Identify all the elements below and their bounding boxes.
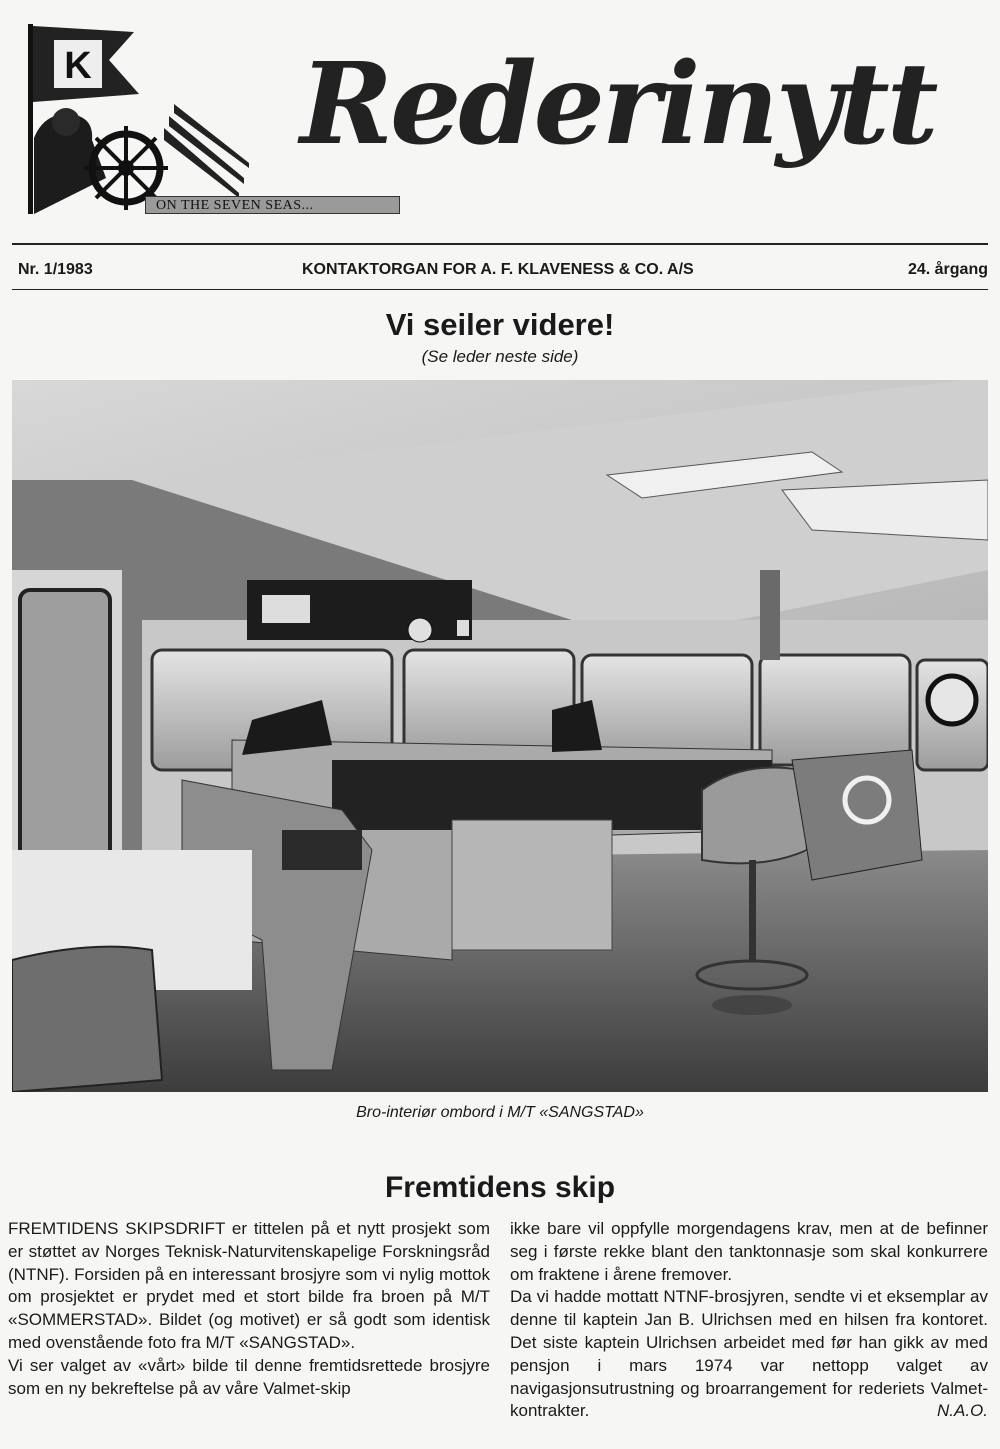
article-paragraph: Vi ser valget av «vårt» bilde til denne fremtidsrettede brosjyre som en ny bekreftelse på av våre Valmet-skip xyxy=(8,1355,490,1398)
article-column-left xyxy=(8,1218,490,1400)
header-rule-top xyxy=(12,243,988,245)
subhead: (Se leder neste side) xyxy=(421,347,579,366)
klaveness-logo xyxy=(14,18,254,218)
article-title: Fremtidens skip xyxy=(384,1171,616,1204)
issue-bar xyxy=(12,258,988,282)
article-paragraph xyxy=(510,1286,988,1423)
flag-letter: K xyxy=(64,45,92,87)
article-column-right xyxy=(510,1218,988,1423)
article-paragraph: ikke bare vil oppfylle morgendagens krav, men at de befinner seg i første rekke blant den tanktonnasje som skal konkurrere om fraktene i årene fremover. xyxy=(510,1219,988,1284)
article-paragraph: FREMTIDENS SKIPSDRIFT er tittelen på et nytt prosjekt som er støttet av Norges Teknisk-Naturvitenskapelige Forskningsråd (NTNF). Forsiden på en interessant brosjyre som vi nylig mottok om prosjektet er prydet med et stort bilde fra broen på M/T «SOMMERSTAD». Bildet (og motivet) er så godt som identisk med ovenstående foto fra M/T «SANGSTAD». xyxy=(8,1219,490,1352)
publisher-line: KONTAKTORGAN FOR A. F. KLAVENESS & CO. A/S xyxy=(302,261,694,278)
author-signature: N.A.O. xyxy=(936,1401,988,1421)
volume-label: 24. årgang xyxy=(907,261,988,278)
article-paragraph-text: Da vi hadde mottatt NTNF-brosjyren, sendte vi et eksemplar av denne til kaptein Jan B. Ulrichsen med en hilsen fra kontoret. Det siste kaptein Ulrichsen arbeidet med før han gikk av med pensjon i mars 1974 var nettopp valget av navigasjonsutrustning og broarrangement for rederiets Valmet-kontrakter. xyxy=(510,1287,988,1421)
issue-number: Nr. 1/1983 xyxy=(18,261,93,278)
headline: Vi seiler videre! xyxy=(385,307,615,342)
masthead-tagline: ON THE SEVEN SEAS... xyxy=(145,196,400,214)
photo-caption: Bro-interiør ombord i M/T «SANGSTAD» xyxy=(356,1104,644,1121)
masthead-title: Rederinytt xyxy=(300,39,936,170)
header-rule-bottom xyxy=(12,289,988,290)
bridge-interior-photo xyxy=(12,380,988,1092)
